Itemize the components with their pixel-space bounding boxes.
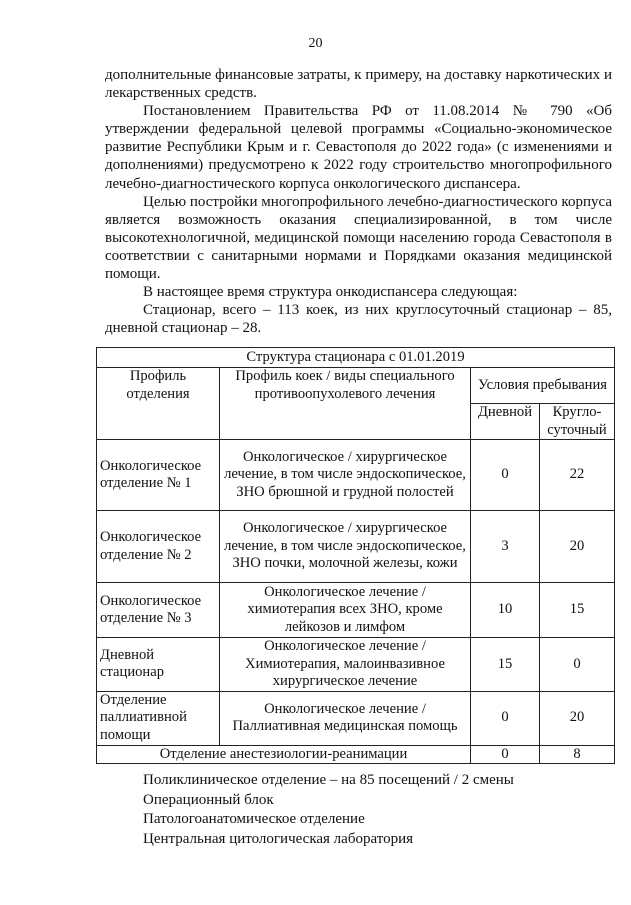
body-text (105, 66, 612, 337)
table-row (97, 691, 615, 745)
day-beds-cell: 0 (471, 691, 540, 745)
table-row (97, 583, 615, 638)
page-number: 20 (308, 36, 323, 51)
list-item: Центральная цитологическая лаборатория (143, 830, 414, 847)
round-clock-beds-cell: 20 (540, 691, 615, 745)
day-beds-cell: 0 (471, 745, 540, 764)
hospital-structure-table (96, 347, 615, 764)
round-clock-beds-cell: 20 (540, 511, 615, 583)
round-clock-beds-cell: 0 (540, 638, 615, 692)
list-item: Поликлиническое отделение – на 85 посещений / 2 смены (143, 772, 514, 788)
round-clock-beds-cell: 22 (540, 440, 615, 511)
departments-list (143, 771, 603, 849)
header-department: Профиль отделения (97, 368, 220, 440)
round-clock-beds-cell: 15 (540, 583, 615, 638)
day-beds-cell: 0 (471, 440, 540, 511)
header-bed-profile: Профиль коек / виды специального противоопухолевого лечения (220, 368, 471, 440)
table-row (97, 511, 615, 583)
table-row (97, 440, 615, 511)
profile-cell: Онкологическое лечение / Химиотерапия, малоинвазивное хирургическое лечение (220, 638, 471, 692)
day-beds-cell: 3 (471, 511, 540, 583)
header-round-clock: Кругло-суточный (540, 404, 615, 440)
paragraph-resolution: Постановлением Правительства РФ от 11.08.2014 № 790 «Об утверждении федеральной целевой программы «Социально-экономическое развитие Республики Крым и г. Севастополя до 2022 года» (с изменениями и дополнениями) предусмотрено к 2022 году строительство многопрофильного лечебно-диагностического корпуса онкологического диспансера. (105, 103, 612, 192)
department-cell: Отделение паллиативной помощи (97, 691, 220, 745)
profile-cell: Онкологическое лечение / химиотерапия всех ЗНО, кроме лейкозов и лимфом (220, 583, 471, 638)
paragraph-beds-total: Стационар, всего – 113 коек, из них круглосуточный стационар – 85, дневной стационар – 28. (105, 302, 612, 337)
list-item: Операционный блок (143, 791, 274, 808)
paragraph-goal: Целью постройки многопрофильного лечебно-диагностического корпуса является возможность оказания специализированной, в том числе высокотехнологичной, медицинской помощи населению города Севастополя в соответствии с санитарными нормами и Порядками оказания медицинской помощи. (105, 193, 612, 283)
paragraph-structure-intro: В настоящее время структура онкодиспансера следующая: (143, 284, 518, 301)
profile-cell: Онкологическое / хирургическое лечение, в том числе эндоскопическое, ЗНО брюшной и грудной полостей (220, 440, 471, 511)
day-beds-cell: 15 (471, 638, 540, 692)
anesthesiology-label-cell: Отделение анестезиологии-реанимации (97, 745, 471, 764)
day-beds-cell: 10 (471, 583, 540, 638)
department-cell: Онкологическое отделение № 3 (97, 583, 220, 638)
table-row (97, 638, 615, 692)
paragraph-continuation: дополнительные финансовые затраты, к примеру, на доставку наркотических и лекарственных средств. (105, 67, 612, 102)
profile-cell: Онкологическое лечение / Паллиативная медицинская помощь (220, 691, 471, 745)
table-row-total (97, 745, 615, 764)
department-cell: Онкологическое отделение № 1 (97, 440, 220, 511)
round-clock-beds-cell: 8 (540, 745, 615, 764)
header-conditions: Условия пребывания (471, 368, 615, 404)
department-cell: Дневной стационар (97, 638, 220, 692)
department-cell: Онкологическое отделение № 2 (97, 511, 220, 583)
profile-cell: Онкологическое / хирургическое лечение, в том числе эндоскопическое, ЗНО почки, молочной железы, кожи (220, 511, 471, 583)
header-day: Дневной (471, 404, 540, 440)
table-title: Структура стационара с 01.01.2019 (97, 348, 615, 368)
list-item: Патологоанатомическое отделение (143, 811, 365, 828)
